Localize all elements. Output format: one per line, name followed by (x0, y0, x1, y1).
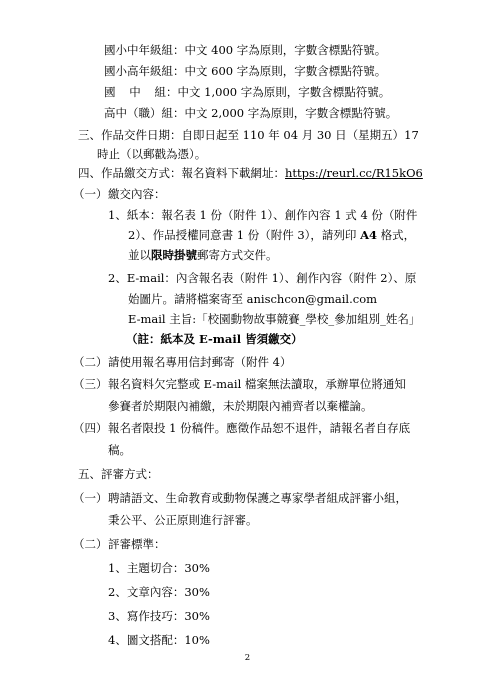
limit-line-3: 國 中 組 ：中文 1,000 字為原則，字數含標點符號。 (104, 85, 391, 99)
limit-line-1: 國小中年級組：中文 400 字為原則，字數含標點符號。 (104, 43, 387, 57)
section-3-deadline-cont: 時止（以郵戳為憑）。 (97, 147, 207, 161)
criterion-2: 2、文章內容：30% (108, 585, 210, 599)
section-4-heading: 四、作品繳交方式：報名資料下載網址：https://reurl.cc/R15kO6 (78, 166, 423, 180)
s4-item-3-label: （三） (73, 377, 108, 391)
page-number: 2 (244, 653, 251, 663)
s4-item-4-line-2: 稿。 (108, 443, 131, 457)
section-3-deadline: 三、作品交件日期：自即日起至 110 年 04 月 30 日（星期五）17 (78, 128, 419, 142)
s4-item-3-line-2: 參賽者於期限內補繳，未於期限內補齊者以棄權論。 (108, 399, 373, 413)
s4-item-1-label: （一） (73, 187, 108, 201)
s4-item-4-label: （四） (73, 421, 108, 435)
criterion-3: 3、寫作技巧：30% (108, 609, 210, 623)
s4-item-2-text: 請使用報名專用信封郵寄（附件 4） (108, 355, 292, 369)
s4-paper-line-3: 並以限時掛號郵寄方式交件。 (128, 248, 278, 262)
s4-item-2-label: （二） (73, 355, 108, 369)
s5-item-1-label: （一） (73, 491, 108, 505)
group-name-junior-high: 國 中 組 (104, 85, 166, 99)
criterion-1: 1、主題切合：30% (108, 561, 210, 575)
s4-item-1-text: 繳交內容： (108, 187, 166, 201)
limit-line-2: 國小高年級組：中文 600 字為原則，字數含標點符號。 (104, 64, 387, 78)
s5-item-1-line-1: 聘請語文、生命教育或動物保護之專家學者組成評審小組， (108, 491, 407, 505)
s4-paper-line-1: 1、紙本：報名表 1 份（附件 1）、創作內容 1 式 4 份（附件 (108, 208, 418, 222)
s4-paper-line-2: 2）、作品授權同意書 1 份（附件 3），請列印 A4 格式， (128, 228, 416, 242)
download-url-link[interactable]: https://reurl.cc/R15kO6 (285, 166, 423, 180)
s4-email-line-1: 2、E-mail：內含報名表（附件 1）、創作內容（附件 2）、原 (108, 271, 417, 285)
section-5-heading: 五、評審方式： (78, 467, 159, 481)
s4-item-3-line-1: 報名資料欠完整或 E-mail 檔案無法讀取，承辦單位將通知 (108, 377, 406, 391)
s5-item-2-text: 評審標準： (108, 537, 166, 551)
s5-item-2-label: （二） (73, 537, 108, 551)
criterion-4: 4、圖文搭配：10% (108, 633, 210, 647)
s4-item-4-line-1: 報名者限投 1 份稿件。應徵作品恕不退件，請報名者自存底 (108, 421, 411, 435)
limit-line-4: 高中（職）組：中文 2,000 字為原則，字數含標點符號。 (104, 106, 398, 120)
s4-email-line-2: 始圖片。請將檔案寄至 anischcon@gmail.com (128, 292, 378, 306)
s5-item-1-line-2: 秉公平、公正原則進行評審。 (108, 513, 258, 527)
s4-email-subject: E-mail 主旨:「校園動物故事競賽_學校_參加組別_姓名」 (128, 312, 421, 326)
s4-note: （註：紙本及 E-mail 皆須繳交） (126, 332, 303, 346)
